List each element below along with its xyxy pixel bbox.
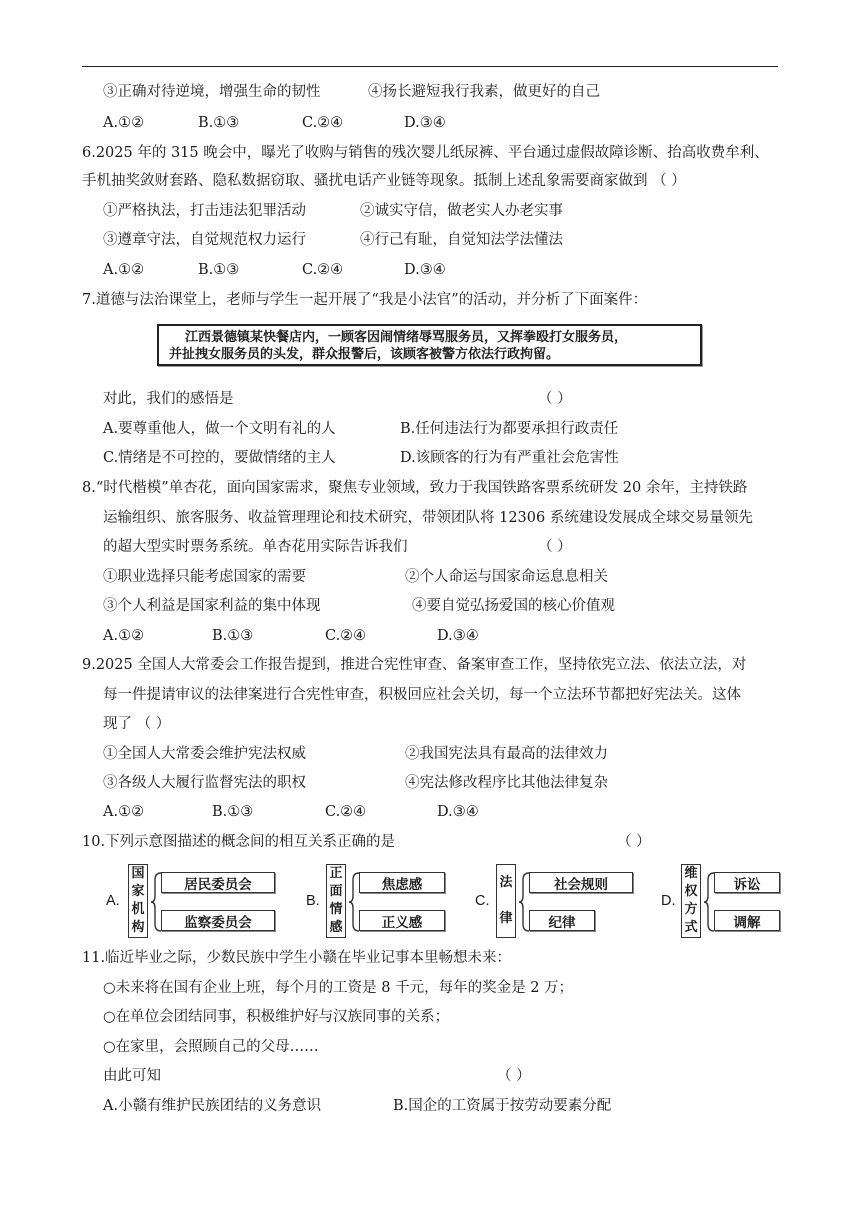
q5-option-d: D.③④	[404, 115, 446, 131]
q10-diagram-b-top-box: 焦虑感	[359, 872, 445, 893]
q10-diagram-c-main-char: 律	[499, 911, 513, 926]
q8-statement-3: ③个人利益是国家利益的集中体现	[103, 598, 321, 614]
q11-item-3: ○在家里，会照顾自己的父母……	[103, 1039, 319, 1055]
q8-option-a: A.①②	[103, 628, 145, 644]
q10-diagram-a-bottom-box: 监察委员会	[161, 910, 275, 931]
q11-stem: 11.临近毕业之际，少数民族中学生小赣在毕业记事本里畅想未来：	[82, 950, 512, 966]
q11-option-b: B.国企的工资属于按劳动要素分配	[393, 1098, 612, 1114]
q9-option-a: A.①②	[103, 804, 145, 820]
q10-diagram-d-main-box	[681, 864, 701, 938]
q10-diagram-c-bottom-box: 纪律	[529, 910, 595, 931]
q7-stem-line-1: 7.道德与法治课堂上，老师与学生一起开展了“我是小法官”的活动，并分析了下面案件：	[82, 292, 648, 308]
q7-case-box	[157, 324, 702, 366]
q10-diagram-a-main-char: 机	[131, 902, 145, 917]
q8-statement-4: ④要自觉弘扬爱国的核心价值观	[412, 598, 615, 614]
q10-diagram-d-bottom-box: 调解	[714, 910, 780, 931]
q8-statement-1: ①职业选择只能考虑国家的需要	[103, 569, 306, 585]
q6-option-b: B.①③	[198, 262, 240, 278]
q5-statement-4: ④扬长避短我行我素，做更好的自己	[368, 84, 600, 100]
q10-diagram-c-letter: C.	[475, 893, 490, 909]
q8-option-c: C.②④	[325, 628, 367, 644]
q6-statement-4: ④行己有耻，自觉知法学法懂法	[360, 232, 563, 248]
q8-statement-2: ②个人命运与国家命运息息相关	[405, 569, 608, 585]
q8-option-d: D.③④	[437, 628, 479, 644]
q7-case-line-1: 江西景德镇某快餐店内，一顾客因闹情绪辱骂服务员，又挥拳殴打女服务员，	[185, 330, 628, 345]
q10-diagram-a-main-box	[128, 864, 148, 938]
q10-diagram-b-main-char: 面	[329, 884, 343, 899]
q10-diagram-d-main-char: 权	[684, 884, 698, 899]
q10-diagram-a-main-char: 家	[131, 884, 145, 899]
q11-option-a: A.小赣有维护民族团结的义务意识	[103, 1098, 322, 1114]
q10-diagram-b-main-char: 感	[329, 920, 343, 935]
q8-option-b: B.①③	[212, 628, 254, 644]
q8-answer-paren: （ ）	[538, 539, 572, 555]
q9-stem-line-3: 现了 （ ）	[103, 716, 171, 732]
q10-diagram-d-main-char: 方	[684, 902, 698, 917]
q5-option-b: B.①③	[198, 115, 240, 131]
q10-diagram-b-main-box	[326, 864, 346, 938]
q10-diagram-d-top-box: 诉讼	[714, 872, 780, 893]
q11-answer-paren: （ ）	[497, 1068, 531, 1084]
q10-diagram-c-top-box: 社会规则	[529, 872, 633, 893]
q9-option-b: B.①③	[212, 804, 254, 820]
q9-option-d: D.③④	[437, 804, 479, 820]
q9-option-c: C.②④	[325, 804, 367, 820]
q10-diagram-c-main-box	[496, 864, 516, 938]
q10-diagram-a-letter: A.	[106, 893, 120, 909]
q7-option-a: A.要尊重他人，做一个文明有礼的人	[103, 421, 336, 437]
q9-statement-1: ①全国人大常委会维护宪法权威	[103, 746, 306, 762]
q7-answer-paren: （ ）	[538, 391, 572, 407]
q6-statement-3: ③遵章守法，自觉规范权力运行	[103, 232, 306, 248]
q5-option-a: A.①②	[103, 115, 145, 131]
q10-diagram-d-main-char: 维	[684, 866, 698, 881]
q11-item-2: ○在单位会团结同事，积极维护好与汉族同事的关系；	[103, 1009, 450, 1025]
q7-case-line-2: 并扯拽女服务员的头发，群众报警后，该顾客被警方依法行政拘留。	[169, 347, 560, 362]
q10-diagram-b-letter: B.	[306, 893, 320, 909]
q9-statement-4: ④宪法修改程序比其他法律复杂	[405, 775, 608, 791]
q6-statement-1: ①严格执法，打击违法犯罪活动	[103, 203, 306, 219]
q10-diagram-a-main-char: 构	[131, 920, 145, 935]
q7-prompt: 对此，我们的感悟是	[103, 391, 234, 407]
q8-stem-line-1: 8.“时代楷模”单杏花，面向国家需求，聚焦专业领域，致力于我国铁路客票系统研发 20 余年，主持铁路	[82, 480, 748, 496]
q9-stem-line-2: 每一件提请审议的法律案进行合宪性审查，积极回应社会关切，每一个立法环节都把好宪法关。这体	[103, 687, 741, 703]
q10-diagram-a-main-char: 国	[131, 866, 145, 881]
q7-option-c: C.情绪是不可控的，要做情绪的主人	[103, 450, 336, 466]
q8-stem-line-2: 运输组织、旅客服务、收益管理理论和技术研究，带领团队将 12306 系统建设发展成全球交易量领先	[103, 510, 753, 526]
q10-answer-paren: （ ）	[617, 834, 651, 850]
q6-statement-2: ②诚实守信，做老实人办老实事	[360, 203, 563, 219]
q6-option-a: A.①②	[103, 262, 145, 278]
q9-statement-3: ③各级人大履行监督宪法的职权	[103, 775, 306, 791]
q8-stem-line-3: 的超大型实时票务系统。单杏花用实际告诉我们	[103, 539, 408, 555]
q10-diagram-b-main-char: 情	[329, 902, 343, 917]
q7-option-b: B.任何违法行为都要承担行政责任	[400, 421, 619, 437]
q10-diagram-b-main-char: 正	[329, 866, 343, 881]
q10-diagram-a-top-box: 居民委员会	[161, 872, 275, 893]
q11-prompt: 由此可知	[103, 1068, 161, 1084]
q10-diagram-d-main-char: 式	[684, 920, 698, 935]
q6-stem-line-1: 6.2025 年的 315 晚会中，曝光了收购与销售的残次婴儿纸尿裤、平台通过虚假故障诊断、抬高收费牟利、	[82, 145, 769, 161]
q5-option-c: C.②④	[302, 115, 344, 131]
q10-diagram-c-main-char: 法	[499, 875, 513, 890]
q9-statement-2: ②我国宪法具有最高的法律效力	[405, 746, 608, 762]
q10-stem: 10.下列示意图描述的概念间的相互关系正确的是	[82, 834, 396, 850]
q5-statement-3: ③正确对待逆境，增强生命的韧性	[103, 84, 321, 100]
header-rule	[82, 66, 778, 67]
q6-option-d: D.③④	[404, 262, 446, 278]
q10-diagram-d-letter: D.	[661, 893, 676, 909]
q11-item-1: ○未来将在国有企业上班，每个月的工资是 8 千元，每年的奖金是 2 万；	[103, 980, 574, 996]
q9-stem-line-1: 9.2025 全国人大常委会工作报告提到，推进合宪性审查、备案审查工作，坚持依宪立法、依法立法，对	[82, 657, 747, 673]
q7-option-d: D.该顾客的行为有严重社会危害性	[400, 450, 619, 466]
q6-option-c: C.②④	[302, 262, 344, 278]
q10-diagram-b-bottom-box: 正义感	[359, 910, 445, 931]
q6-stem-line-2: 手机抽奖敛财套路、隐私数据窃取、骚扰电话产业链等现象。抵制上述乱象需要商家做到 （ ）	[82, 173, 686, 189]
